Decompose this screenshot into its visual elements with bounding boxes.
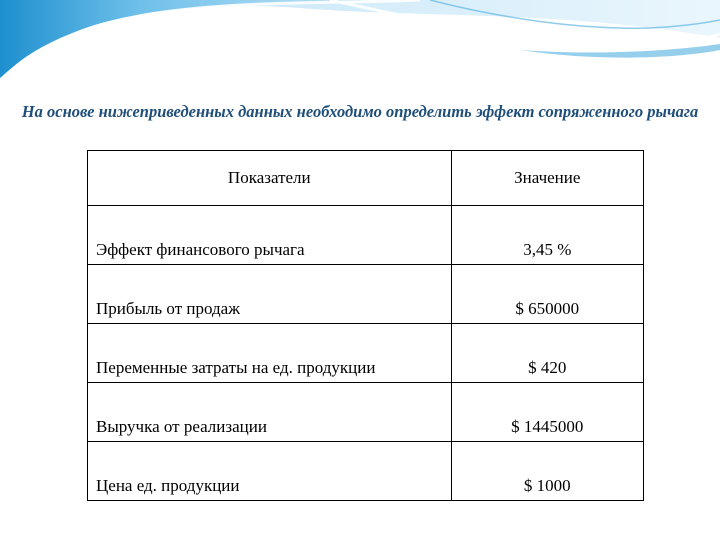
table-row xyxy=(88,324,644,383)
slide-title: На основе нижеприведенных данных необходимо определить эффект сопряженного рычага xyxy=(21,102,699,121)
data-table xyxy=(87,150,644,501)
table-row xyxy=(88,206,644,265)
header-cell-indicators: Показатели xyxy=(88,151,452,206)
row-value: $ 420 xyxy=(451,324,643,383)
row-label: Эффект финансового рычага xyxy=(88,206,452,265)
table-row xyxy=(88,383,644,442)
row-label: Выручка от реализации xyxy=(88,383,452,442)
row-label: Переменные затраты на ед. продукции xyxy=(88,324,452,383)
row-label: Прибыль от продаж xyxy=(88,265,452,324)
row-value: 3,45 % xyxy=(451,206,643,265)
row-value: $ 650000 xyxy=(451,265,643,324)
header-cell-value: Значение xyxy=(451,151,643,206)
row-value: $ 1445000 xyxy=(451,383,643,442)
row-value: $ 1000 xyxy=(451,442,643,501)
table-header-row xyxy=(88,151,644,206)
row-label: Цена ед. продукции xyxy=(88,442,452,501)
header-wave-decoration xyxy=(0,0,720,90)
table-row xyxy=(88,442,644,501)
table-row xyxy=(88,265,644,324)
